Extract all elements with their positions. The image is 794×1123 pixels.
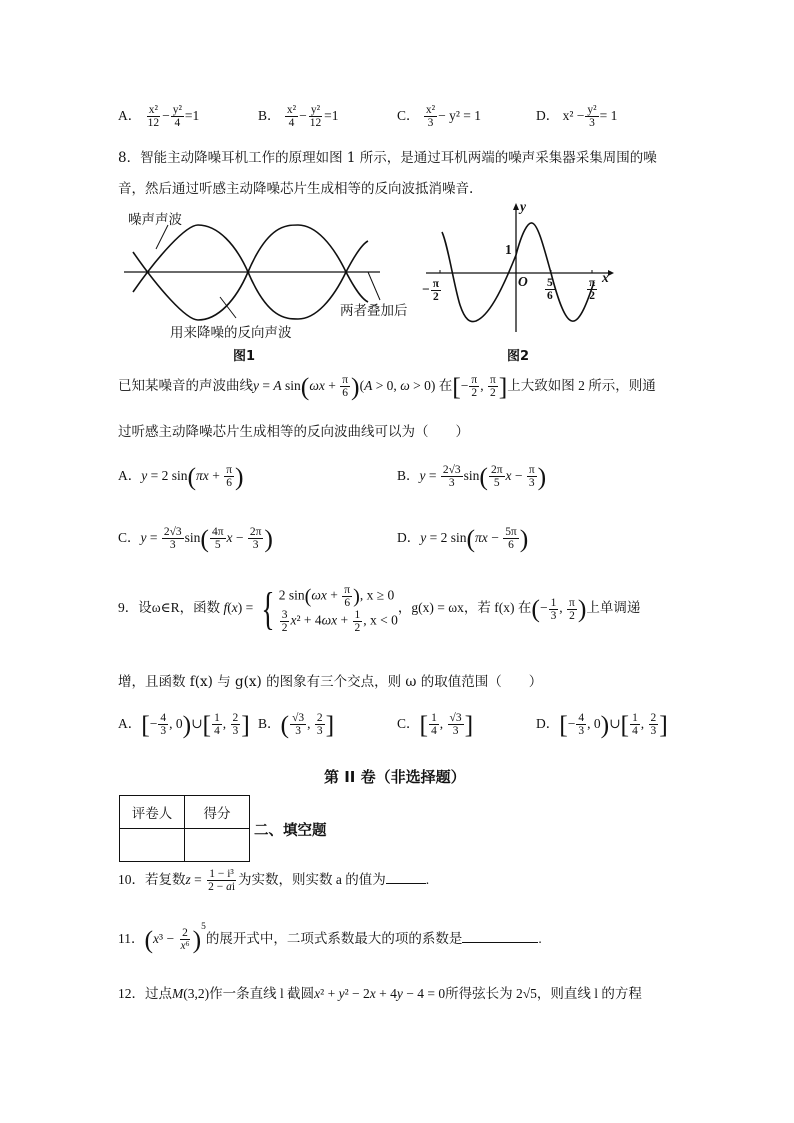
q8-stem-line1: 已知某噪音的声波曲线y = A sin(ωx + $\frac{\pi}{6}$ )(A > 0, ω > 0) 在[− $\frac{\pi}{2}$ , $\frac{\pi}{2}$ ]上大致如图 2 所示，则通 (118, 372, 656, 402)
q9-stem-line2: 增，且函数 f(x) 与 g(x) 的图象有三个交点，则 ω 的取值范围（ ） (118, 674, 543, 690)
q7-option-d: D． x² − $\frac{\text{y²}}{3}$ = 1 (536, 104, 618, 130)
q9-option-b: B．( $\frac{√3}{3}$ , $\frac{2}{3}$ ] (258, 710, 335, 740)
q10: 10．若复数z = $\frac{\text{1 − i³}}{2 - ai}$ 为实数，则实数 a 的值为 . (118, 868, 430, 894)
fig2-y-label: y (520, 199, 526, 214)
fig2-left-tick-label: − $\frac{\pi}{2}$ (422, 278, 439, 304)
q11-answer-blank[interactable] (462, 930, 538, 943)
q7-option-c: C． $\frac{\text{x²}}{3}$ − y² = 1 (397, 104, 481, 130)
q10-answer-blank[interactable] (386, 871, 426, 884)
q8-option-a: A．y = 2 sin(πx + $\frac{\pi}{6}$ ) (118, 462, 244, 492)
figure-2 (420, 200, 620, 340)
fig1-noise-label: 噪声声波 (128, 212, 182, 228)
fig1-noise-pointer (156, 225, 168, 249)
q9-stem-line1: 9．设ω∈R，函数 f(x) = { 2 sin(ωx + $\frac{\pi}{6}$ ), x ≥ 0 $\frac{3}{2}$ x² + 4ωx + $\frac{1}{2}$ , x < 0 ，g(x) = ωx，若 f(x) 在(− $\frac{1}{3}$ , $\frac{\pi}{2}$ )上单调递 (118, 583, 641, 635)
q9-option-c: C．[ $\frac{1}{4}$ , $\frac{√3}{3}$ ] (397, 710, 474, 740)
fig1-sum-pointer (368, 272, 380, 300)
grader-header-score: 得分 (185, 796, 250, 829)
fig2-y-arrow (513, 203, 519, 210)
q8-option-c: C．y = $\frac{2√3}{3}$ sin( $\frac{4\pi}{5}$ x − $\frac{2\pi}{3}$ ) (118, 524, 273, 554)
q12: 12．过点M(3,2)作一条直线 l 截圆x² + y² − 2x + 4y − 4 = 0所得弦长为 2√5，则直线 l 的方程 (118, 986, 642, 1001)
grader-table (119, 795, 250, 862)
q8-option-d: D．y = 2 sin(πx − $\frac{5\pi}{6}$ ) (397, 524, 529, 554)
q9-case1: 2 sin(ωx + $\frac{\pi}{6}$ ), x ≥ 0 (278, 584, 395, 610)
fig2-curve (442, 223, 594, 322)
fig2-tick-56-label: $\frac{5}{6}$ (547, 277, 553, 303)
q7-option-b: B． $\frac{\text{x²}}{4}$ − $\frac{\text{y²}}{12}$ =1 (258, 104, 339, 130)
fig2-right-tick-label: $\frac{\pi}{2}$ (589, 277, 596, 303)
part2-title: 第 II 卷（非选择题） (324, 768, 466, 786)
q8-line2: 音，然后通过听感主动降噪芯片生成相等的反向波抵消噪音. (118, 181, 474, 197)
fig1-caption: 图1 (233, 349, 256, 364)
fig2-x-label: x (602, 270, 609, 285)
q8-line1: 8．智能主动降噪耳机工作的原理如图 1 所示，是通过耳机两端的噪声采集器采集周围的噪 (118, 150, 657, 166)
q7-option-a: A． $\frac{\text{x²}}{12}$ − $\frac{\text{y²}}{4}$ =1 (118, 104, 200, 130)
fig2-origin-label: O (518, 274, 528, 289)
q9-option-d: D．[− $\frac{4}{3}$ , 0)∪[ $\frac{1}{4}$ , $\frac{2}{3}$ ] (536, 710, 668, 740)
grader-cell-score[interactable] (185, 829, 250, 862)
grader-header-reviewer: 评卷人 (120, 796, 185, 829)
q9-option-a: A．[− $\frac{4}{3}$ , 0)∪[ $\frac{1}{4}$ , $\frac{2}{3}$ ] (118, 710, 250, 740)
q9-case2: $\frac{3}{2}$ x² + 4ωx + $\frac{1}{2}$ , x < 0 (281, 609, 398, 635)
fig2-one-label: 1 (505, 242, 512, 257)
q11: 11．(x³ − $\frac{2}{\text{x⁶}}$ )$^5$的展开式中，二项式系数最大的项的系数是 . (118, 922, 542, 955)
section-fill-blank: 二、填空题 (254, 823, 327, 839)
fig1-sum-label: 两者叠加后 (340, 303, 408, 319)
fig1-reverse-pointer (220, 297, 236, 318)
q8-option-b: B．y = $\frac{2√3}{3}$ sin( $\frac{2\pi}{5}$ x − $\frac{\pi}{3}$ ) (397, 462, 547, 492)
grader-cell-reviewer[interactable] (120, 829, 185, 862)
q8-stem-line2: 过听感主动降噪芯片生成相等的反向波曲线可以为（ ） (118, 424, 469, 440)
fig1-reverse-label: 用来降噪的反向声波 (170, 325, 292, 341)
fig2-caption: 图2 (507, 349, 530, 364)
